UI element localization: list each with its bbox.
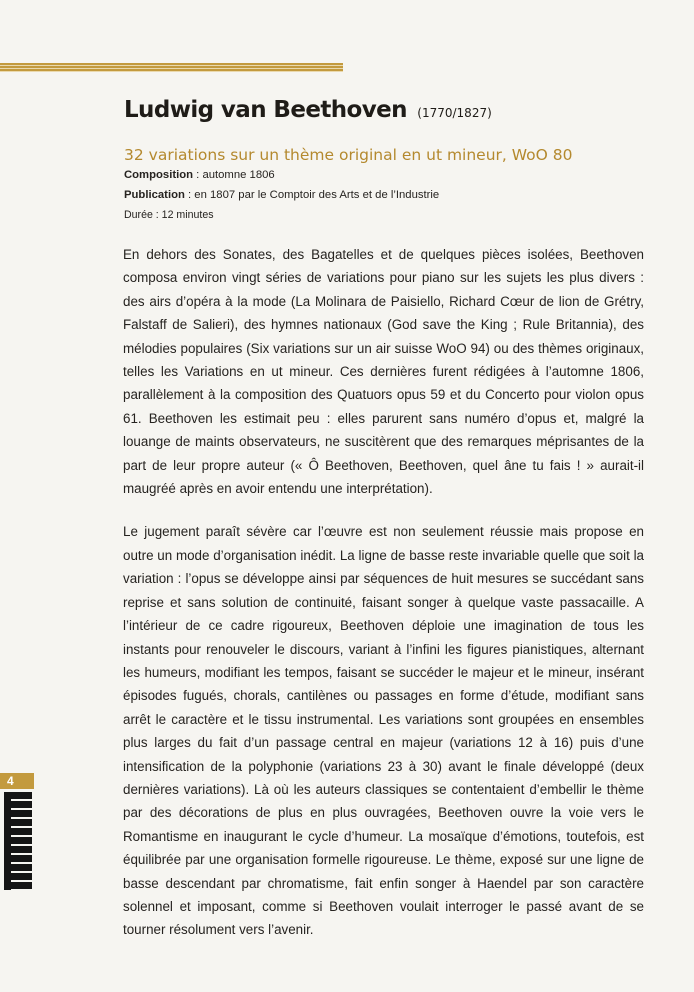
- composition-line: [124, 165, 644, 185]
- duration-line: Durée : 12 minutes: [124, 209, 214, 221]
- piano-keys-decoration: [4, 792, 32, 890]
- composition-value: : automne 1806: [193, 169, 275, 181]
- work-title: 32 variations sur un thème original en ut mineur, WoO 80: [124, 146, 573, 164]
- publication-label: Publication: [124, 189, 185, 201]
- paragraph: Le jugement paraît sévère car l’œuvre est non seulement réussie mais propose en outre un mode d’organisation inédit. La ligne de basse reste invariable quelle que soit la variation : l’opus se développe ainsi par séquences de huit mesures se succédant sans reprise et sans solution de continuité, faisant songer à quelque vaste passacaille. A l’intérieur de ce cadre rigoureux, Beethoven déploie une imagination de tous les instants pour renouveler le discours, variant à l’infini les figures pianistiques, alternant les humeurs, modifiant les tempos, faisant se succéder le majeur et le mineur, insérant épisodes fugués, chorals, cantilènes ou passages en forme d’étude, modifiant sans arrêt le caractère et le tissu instrumental. Les variations sont groupées en ensembles plus larges du fait d’un passage central en majeur (variations 12 à 16) puis d’une intensification de la polyphonie (variations 23 à 30) avant le finale développé (deux dernières variations). Là où les auteurs classiques se contentaient d’embellir le thème par des décorations de plus en plus ouvragées, Beethoven ouvre la voie vers le Romantisme en inaugurant le cycle d’humeur. La mosaïque d’émotions, toutefois, est équilibrée par une organisation formelle rigoureuse. Le thème, exposé sur une ligne de basse descendant par chromatisme, fait enfin songer à Haendel par son caractère solennel et imposant, comme si Beethoven voulait interroger le passé avant de se tourner résolument vers l’avenir.: [123, 524, 644, 938]
- composer-dates: (1770/1827): [417, 106, 492, 120]
- page-header: [124, 95, 644, 225]
- paragraph: En dehors des Sonates, des Bagatelles et de quelques pièces isolées, Beethoven composa environ vingt séries de variations pour piano sur les sujets les plus divers : des airs d’opéra à la mode (La Molinara de Paisiello, Richard Cœur de lion de Grétry, Falstaff de Salieri), des hymnes nationaux (God save the King ; Rule Britannia), des mélodies populaires (Six variations sur un air suisse WoO 94) ou des thèmes originaux, telles les Variations en ut mineur. Ces dernières furent rédigées à l’automne 1806, parallèlement à la composition des Quatuors opus 59 et du Concerto pour violon opus 61. Beethoven les estimait peu : elles parurent sans numéro d’opus et, malgré la louange de maints observateurs, ne suscitèrent que des remarques méprisantes de la part de leur propre auteur (« Ô Beethoven, Beethoven, quel âne tu fais ! » aurait-il maugréé après en avoir entendu une interprétation).: [123, 247, 644, 497]
- composer-name: Ludwig van Beethoven: [124, 97, 407, 123]
- article-body: [123, 243, 644, 942]
- page-number: 4: [0, 773, 34, 789]
- publication-line: [124, 185, 644, 205]
- composition-label: Composition: [124, 169, 194, 181]
- publication-value: : en 1807 par le Comptoir des Arts et de l’Industrie: [184, 189, 440, 201]
- decorative-rule: [0, 63, 343, 72]
- composer-heading: [124, 95, 644, 128]
